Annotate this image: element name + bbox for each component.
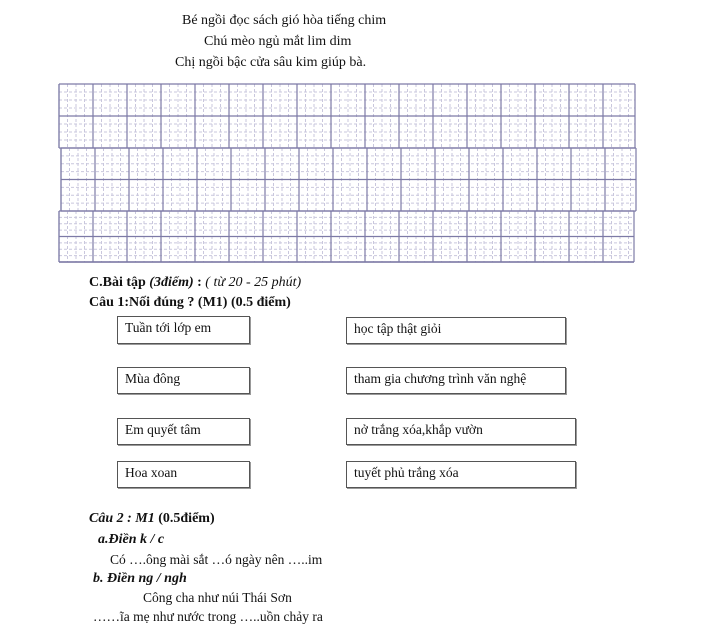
- match-left-box-3[interactable]: Em quyết tâm: [117, 418, 250, 445]
- poem-line-3: Chị ngồi bậc cửa sâu kim giúp bà.: [175, 55, 367, 70]
- match-right-box-3[interactable]: nở trắng xóa,khắp vườn: [346, 418, 576, 445]
- section-c-colon: :: [193, 275, 206, 290]
- poem-line-1: Bé ngồi đọc sách gió hòa tiếng chim: [182, 13, 387, 28]
- match-left-box-1[interactable]: Tuần tới lớp em: [117, 316, 250, 344]
- poem-line-2: Chú mèo ngủ mắt lim dim: [204, 34, 352, 49]
- match-left-box-4[interactable]: Hoa xoan: [117, 461, 250, 488]
- question-2-label: Câu 2 : M1: [89, 511, 155, 526]
- match-left-box-2[interactable]: Mùa đông: [117, 367, 250, 394]
- part-b-line-2: ……ĩa mẹ như nước trong …..uồn chảy ra: [93, 609, 323, 624]
- part-b-line-1: Công cha như núi Thái Sơn: [143, 590, 292, 605]
- part-a-sentence: Có ….ông mài sắt …ó ngày nên …..im: [110, 552, 323, 567]
- match-right-box-4[interactable]: tuyết phủ trắng xóa: [346, 461, 576, 488]
- question-2-title: [89, 511, 215, 527]
- section-c-heading: [89, 275, 301, 291]
- writing-practice-grid: [0, 0, 716, 280]
- section-c-title: C.Bài tập: [89, 275, 146, 290]
- section-c-points: (3điểm): [149, 275, 194, 290]
- section-c-time: ( từ 20 - 25 phút): [205, 275, 302, 290]
- part-b-label: b. Điền ng / ngh: [93, 571, 187, 586]
- part-a-label: a.Điền k / c: [98, 532, 165, 547]
- question-2-points: (0.5điểm): [154, 511, 215, 526]
- question-1-title: Câu 1:Nối đúng ? (M1) (0.5 điểm): [89, 295, 291, 310]
- match-right-box-1[interactable]: học tập thật giỏi: [346, 317, 566, 344]
- match-right-box-2[interactable]: tham gia chương trình văn nghệ: [346, 367, 566, 394]
